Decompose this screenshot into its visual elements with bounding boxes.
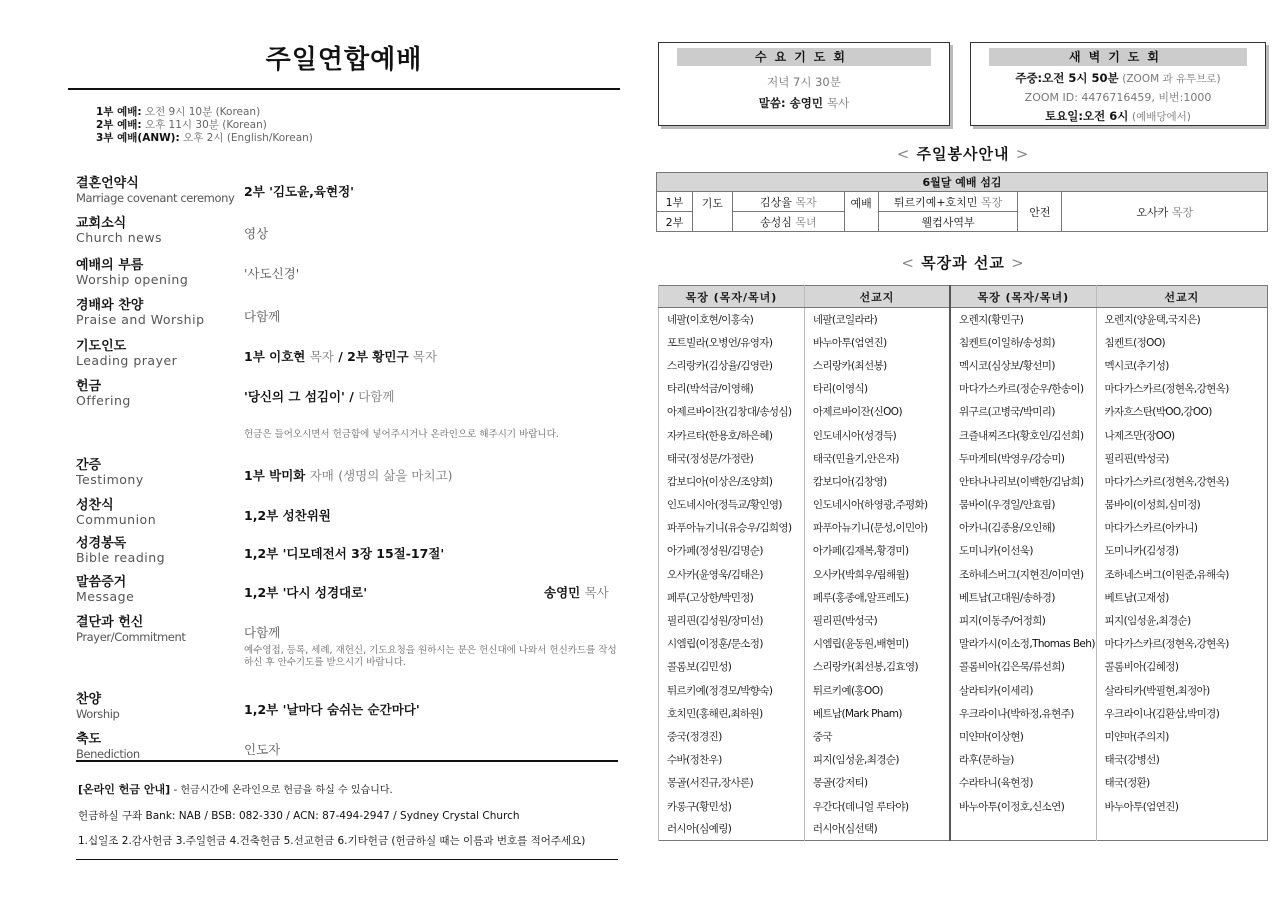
- cell-mission-field: 태국(강병선): [1096, 748, 1267, 771]
- cell-mission-field: 도미니카(김성경): [1096, 539, 1267, 562]
- table-row: [659, 470, 1268, 493]
- online-offering-title: [온라인 헌금 안내] - 헌금시간에 온라인으로 헌금을 하실 수 있습니다.: [78, 783, 393, 796]
- cell-mission-field: 태국(정환): [1096, 771, 1267, 794]
- cell-mission-field: 침켄트(정OO): [1096, 331, 1267, 354]
- table-row: [659, 794, 1268, 817]
- wednesday-prayer-title: 수요기도회: [677, 48, 931, 66]
- cell-group: 미얀마(이상현): [950, 725, 1096, 748]
- cell-group: 러시아(심예링): [659, 818, 805, 841]
- cell-mission-field: 페루(홍종애,알프레도): [804, 586, 950, 609]
- cell-mission-field: 필리핀(박성국): [1096, 447, 1267, 470]
- table-row: [659, 447, 1268, 470]
- order-item-commitment: 결단과 헌신 Prayer/Commitment 다함께 예수영접, 등록, 세례, 재헌신, 기도요청을 원하시는 분은 헌신대에 나와서 헌신카드를 작성하신 후 안수기도를 받으시기 바랍니다.: [76, 615, 616, 644]
- cell-mission-field: 인도네시아(성경득): [804, 423, 950, 446]
- cell-mission-field: 살라티카(박필현,최정아): [1096, 679, 1267, 702]
- service-table: [656, 172, 1268, 232]
- cell-group: 자카르타(한용호/하은혜): [659, 423, 805, 446]
- dawn-prayer-title: 새벽기도회: [989, 48, 1247, 66]
- cell-group: 두마게티(박영우/강승미): [950, 447, 1096, 470]
- order-item-leading-prayer: 기도인도 Leading prayer 1부 이호현 목자 / 2부 황민구 목자: [76, 339, 438, 368]
- cell-group: 멕시코(심상보/황선미): [950, 354, 1096, 377]
- mission-table: [658, 285, 1268, 841]
- cell-group: 태국(정성문/가정란): [659, 447, 805, 470]
- order-item-hymn: 찬양 Worship 1,2부 '날마다 숨쉬는 순간마다': [76, 692, 420, 721]
- table-row: [659, 632, 1268, 655]
- cell-mission-field: 마다가스카르(정현옥,강현옥): [1096, 632, 1267, 655]
- order-item-offering: 헌금 Offering '당신의 그 섬김이' / 다함께 헌금은 들어오시면서 헌금함에 넣어주시거나 온라인으로 해주시기 바랍니다.: [76, 379, 616, 408]
- service-table-header: 6월달 예배 섬김: [657, 173, 1268, 192]
- table-row: [659, 818, 1268, 841]
- order-item-marriage: 결혼언약식 Marriage covenant ceremony 2부 '김도윤,육현정': [76, 176, 354, 205]
- order-item-praise: 경배와 찬양 Praise and Worship 다함께: [76, 298, 281, 327]
- order-item-testimony: 간증 Testimony 1부 박미화 자매 (생명의 삶을 마치고): [76, 458, 453, 487]
- service-time-3: 3부 예배(ANW): 오후 2시 (English/Korean): [96, 132, 313, 144]
- cell-group: 우크라이나(박하정,유현주): [950, 702, 1096, 725]
- table-row: [659, 539, 1268, 562]
- dawn-zoom: ZOOM ID: 4476716459, 비번:1000: [1024, 91, 1212, 104]
- cell-mission-field: 뭄바이(이성희,심미정): [1096, 493, 1267, 516]
- cell-group: 바누아투(이정호,신소연): [950, 794, 1096, 817]
- cell-mission-field: 우크라이나(김환삼,박미경): [1096, 702, 1267, 725]
- cell-mission-field: 아제르바이잔(신OO): [804, 400, 950, 423]
- cell-group: 포트빌라(오병언/유영자): [659, 331, 805, 354]
- table-row: [659, 516, 1268, 539]
- prayer-label: 기도: [692, 192, 732, 232]
- table-row: [659, 748, 1268, 771]
- cell-group: 스리랑카(김상율/김영란): [659, 354, 805, 377]
- cell-group: 카롱구(황민성): [659, 794, 805, 817]
- cell-group: 시엠립(이정훈/문소정): [659, 632, 805, 655]
- cell-mission-field: 네팔(코일라라): [804, 308, 950, 331]
- table-row: [659, 609, 1268, 632]
- table-row: [659, 493, 1268, 516]
- cell-group: 콜롬비아(김은묵/류선희): [950, 655, 1096, 678]
- table-row: [659, 331, 1268, 354]
- cell-mission-field: 몽골(강저티): [804, 771, 950, 794]
- table-row: [659, 771, 1268, 794]
- cell-mission-field: 바누아투(엄연진): [804, 331, 950, 354]
- cell-group: 라후(문하늘): [950, 748, 1096, 771]
- order-item-church-news: 교회소식 Church news 영상: [76, 216, 269, 245]
- footer-divider: [76, 859, 618, 860]
- cell-mission-field: 멕시코(추기성): [1096, 354, 1267, 377]
- cell-group: 페루(고상한/박민정): [659, 586, 805, 609]
- cell-group: 오사카(윤영욱/김태은): [659, 563, 805, 586]
- table-row: [659, 655, 1268, 678]
- service-part: 1부: [657, 192, 693, 212]
- preacher: 송영민 목사: [544, 585, 609, 600]
- cell-mission-field: 중국: [804, 725, 950, 748]
- cell-mission-field: 카자흐스탄(박OO,강OO): [1096, 400, 1267, 423]
- dawn-saturday: 토요일:오전 6시 (예배당에서): [1045, 109, 1191, 123]
- cell-mission-field: 마다가스카르(정현옥,강현옥): [1096, 470, 1267, 493]
- cell-mission-field: 조하네스버그(이원준,유해숙): [1096, 563, 1267, 586]
- cell-group: 아가페(정성원/김명순): [659, 539, 805, 562]
- cell-group: 오렌지(황민구): [950, 308, 1096, 331]
- prayer-name: 김상율 목자: [732, 192, 844, 212]
- table-row: [659, 423, 1268, 446]
- cell-group: 파푸아뉴기니(유승우/김희영): [659, 516, 805, 539]
- cell-group: 피지(이동주/어정희): [950, 609, 1096, 632]
- mission-table-header: [659, 286, 1268, 308]
- cell-mission-field: 베트남(고재성): [1096, 586, 1267, 609]
- table-row: [659, 354, 1268, 377]
- cell-group: 튀르키예(정경모/박향숙): [659, 679, 805, 702]
- cell-group: 베트남(고대원/송하경): [950, 586, 1096, 609]
- service-part: 2부: [657, 212, 693, 232]
- order-item-communion: 성찬식 Communion 1,2부 성찬위원: [76, 498, 331, 527]
- cell-mission-field: 캄보디아(김창영): [804, 470, 950, 493]
- cell-mission-field: 우간다(데니얼 루타야): [804, 794, 950, 817]
- header-cell: 목장 (목자/목녀): [659, 286, 805, 308]
- page-title: 주일연합예배: [265, 45, 423, 75]
- cell-group: 안타나나리보(이백한/김남희): [950, 470, 1096, 493]
- service-section-title: < 주일봉사안내 >: [896, 145, 1030, 163]
- wednesday-time: 저녁 7시 30분: [767, 75, 841, 89]
- cell-mission-field: 마다가스카르(아카니): [1096, 516, 1267, 539]
- cell-group: 몽골(서진규,장사론): [659, 771, 805, 794]
- header-cell: 선교지: [804, 286, 950, 308]
- header-cell: 목장 (목자/목녀): [950, 286, 1096, 308]
- wednesday-speaker: 말씀: 송영민 목사: [758, 96, 850, 110]
- cell-mission-field: 피지(임성윤,최경순): [804, 748, 950, 771]
- cell-mission-field: 튀르키예(홍OO): [804, 679, 950, 702]
- cell-group: 인도네시아(정득교/황인영): [659, 493, 805, 516]
- wednesday-prayer-box: [658, 42, 950, 126]
- cell-group: [950, 818, 1096, 841]
- cell-group: 수바(정찬우): [659, 748, 805, 771]
- cell-group: 호치민(홍해린,최하원): [659, 702, 805, 725]
- worship-team: 웰컴사역부: [878, 212, 1018, 232]
- order-item-benediction: 축도 Benediction 인도자: [76, 732, 281, 761]
- table-row: [659, 679, 1268, 702]
- cell-mission-field: 콜롬비아(김혜정): [1096, 655, 1267, 678]
- cell-mission-field: [1096, 818, 1267, 841]
- mission-section-title: < 목장과 선교 >: [901, 254, 1025, 272]
- order-item-message: 말씀증거 Message 1,2부 '다시 성경대로' 송영민 목사: [76, 575, 609, 604]
- online-offering-account: 헌금하실 구좌 Bank: NAB / BSB: 082-330 / ACN: 87-494-2947 / Sydney Crystal Church: [78, 810, 520, 822]
- dawn-prayer-box: [970, 42, 1266, 126]
- cell-mission-field: 파푸아뉴기니(문성,이민아): [804, 516, 950, 539]
- worship-label: 예배: [844, 192, 878, 232]
- cell-mission-field: 필리핀(박성국): [804, 609, 950, 632]
- cell-mission-field: 타리(이영식): [804, 377, 950, 400]
- service-time-2: 2부 예배: 오후 11시 30분 (Korean): [96, 119, 267, 131]
- cell-mission-field: 미얀마(주의지): [1096, 725, 1267, 748]
- table-row: [659, 563, 1268, 586]
- header-cell: 선교지: [1096, 286, 1267, 308]
- cell-mission-field: 스리랑카(최선봉,김효영): [804, 655, 950, 678]
- table-row: [659, 400, 1268, 423]
- table-row: [659, 702, 1268, 725]
- cell-mission-field: 인도네시아(하영광,주평화): [804, 493, 950, 516]
- cell-mission-field: 시엠립(윤동원,배현미): [804, 632, 950, 655]
- safety-label: 안전: [1018, 192, 1062, 232]
- cell-group: 중국(정경진): [659, 725, 805, 748]
- cell-group: 뭄바이(우경일/안효림): [950, 493, 1096, 516]
- cell-group: 위구르(고병국/박미리): [950, 400, 1096, 423]
- order-of-service: [68, 36, 620, 866]
- service-time-1: 1부 예배: 오전 9시 10분 (Korean): [96, 106, 261, 118]
- commitment-note: 예수영접, 등록, 세례, 재헌신, 기도요청을 원하시는 분은 헌신대에 나와서 헌신카드를 작성하신 후 안수기도를 받으시기 바랍니다.: [244, 645, 617, 668]
- table-row: [659, 586, 1268, 609]
- offering-note: 헌금은 들어오시면서 헌금함에 넣어주시거나 온라인으로 해주시기 바랍니다.: [244, 429, 559, 440]
- cell-group: 아카니(김종용/오인해): [950, 516, 1096, 539]
- online-divider: [76, 760, 618, 762]
- cell-group: 타리(박석금/이영해): [659, 377, 805, 400]
- cell-group: 침켄트(이일하/송성희): [950, 331, 1096, 354]
- cell-group: 콜롬보(김민성): [659, 655, 805, 678]
- cell-mission-field: 베트남(Mark Pham): [804, 702, 950, 725]
- cell-group: 수라타니(육현정): [950, 771, 1096, 794]
- table-row: [659, 308, 1268, 331]
- online-offering-types: 1.십일조 2.감사헌금 3.주일헌금 4.건축헌금 5.선교헌금 6.기타헌금 (헌금하실 때는 이름과 번호를 적어주세요): [78, 835, 586, 847]
- dawn-weekday: 주중:오전 5시 50분 (ZOOM 과 유투브로): [1015, 71, 1221, 85]
- cell-mission-field: 마다가스카르(정현옥,강현옥): [1096, 377, 1267, 400]
- cell-group: 필리핀(김성원/장미선): [659, 609, 805, 632]
- safety-team: 오사카 목장: [1062, 192, 1268, 232]
- table-row: [659, 725, 1268, 748]
- cell-mission-field: 나제즈만(장OO): [1096, 423, 1267, 446]
- cell-group: 마다가스카르(정순우/한송이): [950, 377, 1096, 400]
- cell-group: 네팔(이호현/이홍숙): [659, 308, 805, 331]
- prayer-name: 송성심 목녀: [732, 212, 844, 232]
- cell-mission-field: 바누아투(엄연진): [1096, 794, 1267, 817]
- order-item-worship-opening: 예배의 부름 Worship opening '사도신경': [76, 258, 300, 287]
- cell-group: 캄보디아(이상은/조양희): [659, 470, 805, 493]
- cell-mission-field: 오사카(박희우/림해월): [804, 563, 950, 586]
- table-row: [659, 377, 1268, 400]
- cell-mission-field: 태국(민율기,안은자): [804, 447, 950, 470]
- cell-mission-field: 아가페(김재복,황경미): [804, 539, 950, 562]
- cell-group: 크즐내찌즈다(황호인/김선희): [950, 423, 1096, 446]
- cell-group: 살라티카(이세리): [950, 679, 1096, 702]
- cell-mission-field: 피지(임성윤,최경순): [1096, 609, 1267, 632]
- cell-group: 도미니카(이선욱): [950, 539, 1096, 562]
- cell-group: 말라가시(이소정,Thomas Beh): [950, 632, 1096, 655]
- cell-group: 조하네스버그(지현진/이미연): [950, 563, 1096, 586]
- cell-group: 아제르바이잔(김창대/송성심): [659, 400, 805, 423]
- order-item-bible-reading: 성경봉독 Bible reading 1,2부 '디모데전서 3장 15절-17절': [76, 536, 445, 565]
- cell-mission-field: 스리랑카(최선봉): [804, 354, 950, 377]
- cell-mission-field: 오렌지(양윤택,국지은): [1096, 308, 1267, 331]
- cell-mission-field: 러시아(심선택): [804, 818, 950, 841]
- worship-team: 튀르키예+호치민 목장: [878, 192, 1018, 212]
